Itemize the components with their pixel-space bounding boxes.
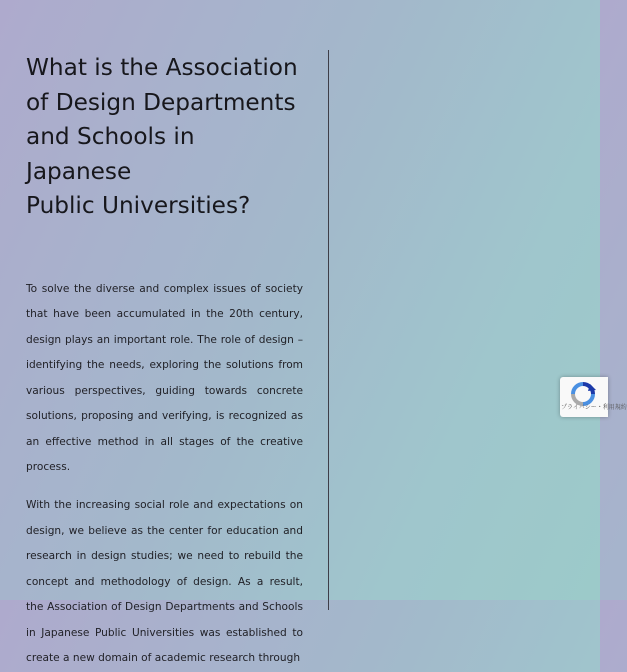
main-content: [26, 0, 303, 672]
vertical-divider: [328, 50, 329, 610]
body-paragraph: With the increasing social role and expectations on design, we believe as the center for education and research in design studies; we need to rebuild the concept and methodology of design. As a result, the Association of Design Departments and Schools in Japanese Public Universities was established to create a new domain of academic research through: [26, 499, 303, 664]
recaptcha-badge[interactable]: [560, 377, 627, 417]
intro-paragraph: To solve the diverse and complex issues of society that have been accumulated in the 20th century, design plays an important role. The role of design – identifying the needs, exploring the solutions from various perspectives, guiding towards concrete solutions, proposing and verifying, is recognized as an effective method in all stages of the creative process.: [26, 282, 303, 473]
recaptcha-privacy-link[interactable]: プライバシー・利用規約: [561, 404, 627, 411]
page-title: What is the Association of Design Departments and Schools in Japanese Public Universities?: [26, 54, 298, 219]
